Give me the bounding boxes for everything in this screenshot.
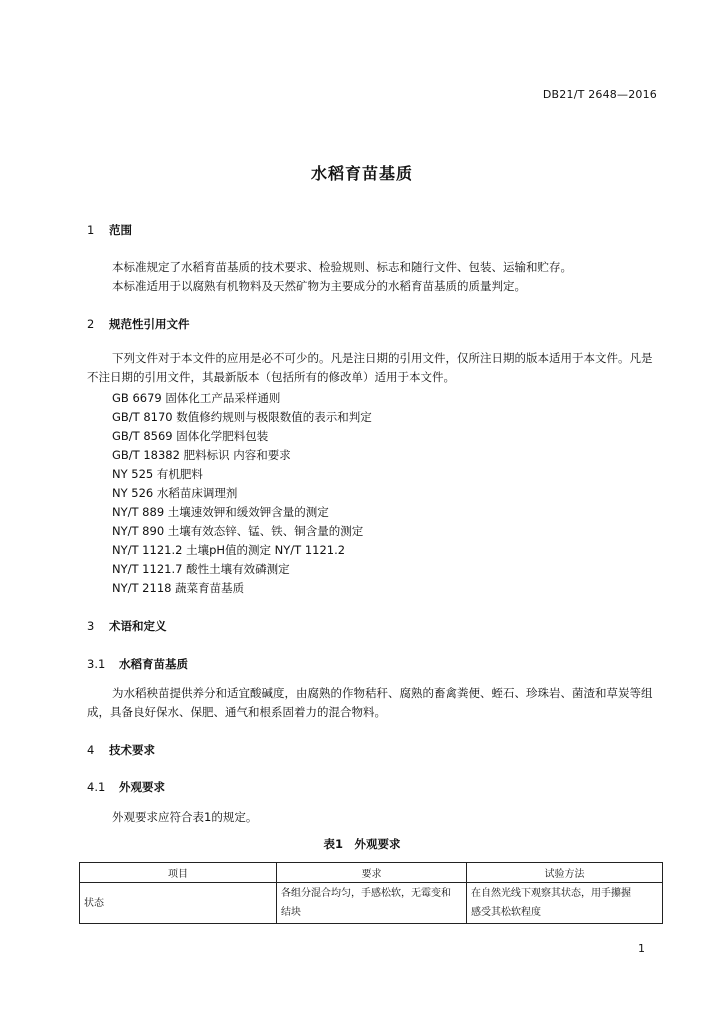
scope-paragraph-1: 本标准规定了水稻育苗基质的技术要求、检验规则、标志和随行文件、包装、运输和贮存。 — [112, 260, 572, 274]
reference-item: GB/T 8569 固体化学肥料包装 — [112, 429, 269, 443]
section-title: 水稻育苗基质 — [119, 657, 188, 671]
document-code: DB21/T 2648—2016 — [542, 88, 657, 101]
cell-item: 状态 — [80, 883, 277, 924]
reference-item: GB/T 8170 数值修约规则与极限数值的表示和判定 — [112, 410, 372, 424]
reference-item: NY/T 1121.7 酸性土壤有效磷测定 — [112, 562, 290, 576]
cell-line: 感受其松软程度 — [471, 907, 541, 918]
references-intro: 下列文件对于本文件的应用是必不可少的。凡是注日期的引用文件，仅所注日期的版本适用于本文件。凡是不注日期的引用文件，其最新版本（包括所有的修改单）适用于本文件。 — [87, 351, 653, 384]
section-number: 4.1 — [87, 780, 106, 794]
column-header-requirement: 要求 — [277, 863, 467, 883]
column-header-test-method: 试验方法 — [467, 863, 663, 883]
section-number: 3 — [87, 619, 95, 633]
reference-item: NY/T 890 土壤有效态锌、锰、铁、铜含量的测定 — [112, 524, 364, 538]
section-number: 4 — [87, 743, 95, 757]
section-number: 2 — [87, 317, 95, 331]
section-title: 技术要求 — [109, 743, 155, 757]
section-number: 3.1 — [87, 657, 106, 671]
section-title: 术语和定义 — [109, 619, 167, 633]
page-number: 1 — [638, 942, 645, 955]
section-1-heading — [87, 222, 132, 238]
reference-item: NY/T 2118 蔬菜育苗基质 — [112, 581, 245, 595]
section-title: 外观要求 — [119, 780, 165, 794]
term-definition: 为水稻秧苗提供养分和适宜酸碱度，由腐熟的作物秸秆、腐熟的畜禽粪便、蛭石、珍珠岩、菌渣和草炭等组成，具备良好保水、保肥、通气和根系固着力的混合物料。 — [87, 686, 653, 719]
reference-item: NY/T 1121.2 土壤pH值的测定 NY/T 1121.2 — [112, 543, 346, 557]
subsection-4-1-heading — [87, 779, 165, 795]
cell-line: 在自然光线下观察其状态，用手攥握 — [471, 888, 631, 899]
table-row — [80, 883, 663, 924]
table-caption: 表1 外观要求 — [323, 837, 401, 851]
cell-line: 结块 — [281, 907, 301, 918]
section-3-heading — [87, 618, 167, 634]
cell-test-method — [467, 883, 663, 924]
reference-item: NY/T 889 土壤速效钾和缓效钾含量的测定 — [112, 505, 329, 519]
appearance-requirements-table — [79, 862, 663, 924]
column-header-item: 项目 — [80, 863, 277, 883]
scope-paragraph-2: 本标准适用于以腐熟有机物料及天然矿物为主要成分的水稻育苗基质的质量判定。 — [112, 279, 526, 293]
table-header-row — [80, 863, 663, 883]
section-title: 范围 — [109, 223, 132, 237]
section-2-heading — [87, 316, 190, 332]
section-4-heading — [87, 742, 155, 758]
reference-item: NY 526 水稻苗床调理剂 — [112, 486, 238, 500]
reference-item: NY 525 有机肥料 — [112, 467, 203, 481]
document-title: 水稻育苗基质 — [310, 164, 413, 183]
appearance-requirement-text: 外观要求应符合表1的规定。 — [112, 810, 258, 824]
cell-line: 各组分混合均匀，手感松软，无霉变和 — [281, 888, 451, 899]
reference-item: GB/T 18382 肥料标识 内容和要求 — [112, 448, 291, 462]
cell-requirement — [277, 883, 467, 924]
reference-item: GB 6679 固体化工产品采样通则 — [112, 391, 281, 405]
subsection-3-1-heading — [87, 656, 188, 672]
section-number: 1 — [87, 223, 95, 237]
section-title: 规范性引用文件 — [109, 317, 190, 331]
